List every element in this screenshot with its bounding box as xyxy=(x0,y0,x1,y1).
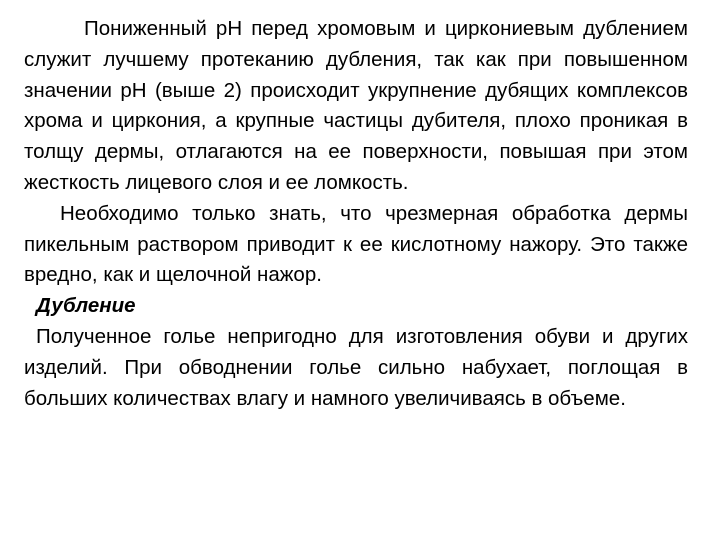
paragraph-pickling-warning: Необходимо только знать, что чрезмерная обработка дермы пикельным раствором приводит к ее кислотному нажору. Это также вредно, как и щелочной нажор. xyxy=(24,201,688,287)
section-heading-tanning: Дубление xyxy=(36,294,136,318)
paragraph-pelt-swelling: Полученное голье непригодно для изготовления обуви и других изделий. При обводнении голье сильно набухает, поглощая в больших количествах влагу и намного увеличиваясь в объеме. xyxy=(24,324,688,410)
paragraph-pickling-ph: Пониженный рН перед хромовым и циркониевым дублением служит лучшему протеканию дубления, так как при повышенном значении рН (выше 2) происходит укрупнение дубящих комплексов хрома и циркония, а крупные частицы дубителя, плохо проникая в толщу дермы, отлагаются на ее поверхности, повышая при этом жесткость лицевого слоя и ее ломкость. xyxy=(24,17,688,194)
document-page xyxy=(24,14,688,414)
